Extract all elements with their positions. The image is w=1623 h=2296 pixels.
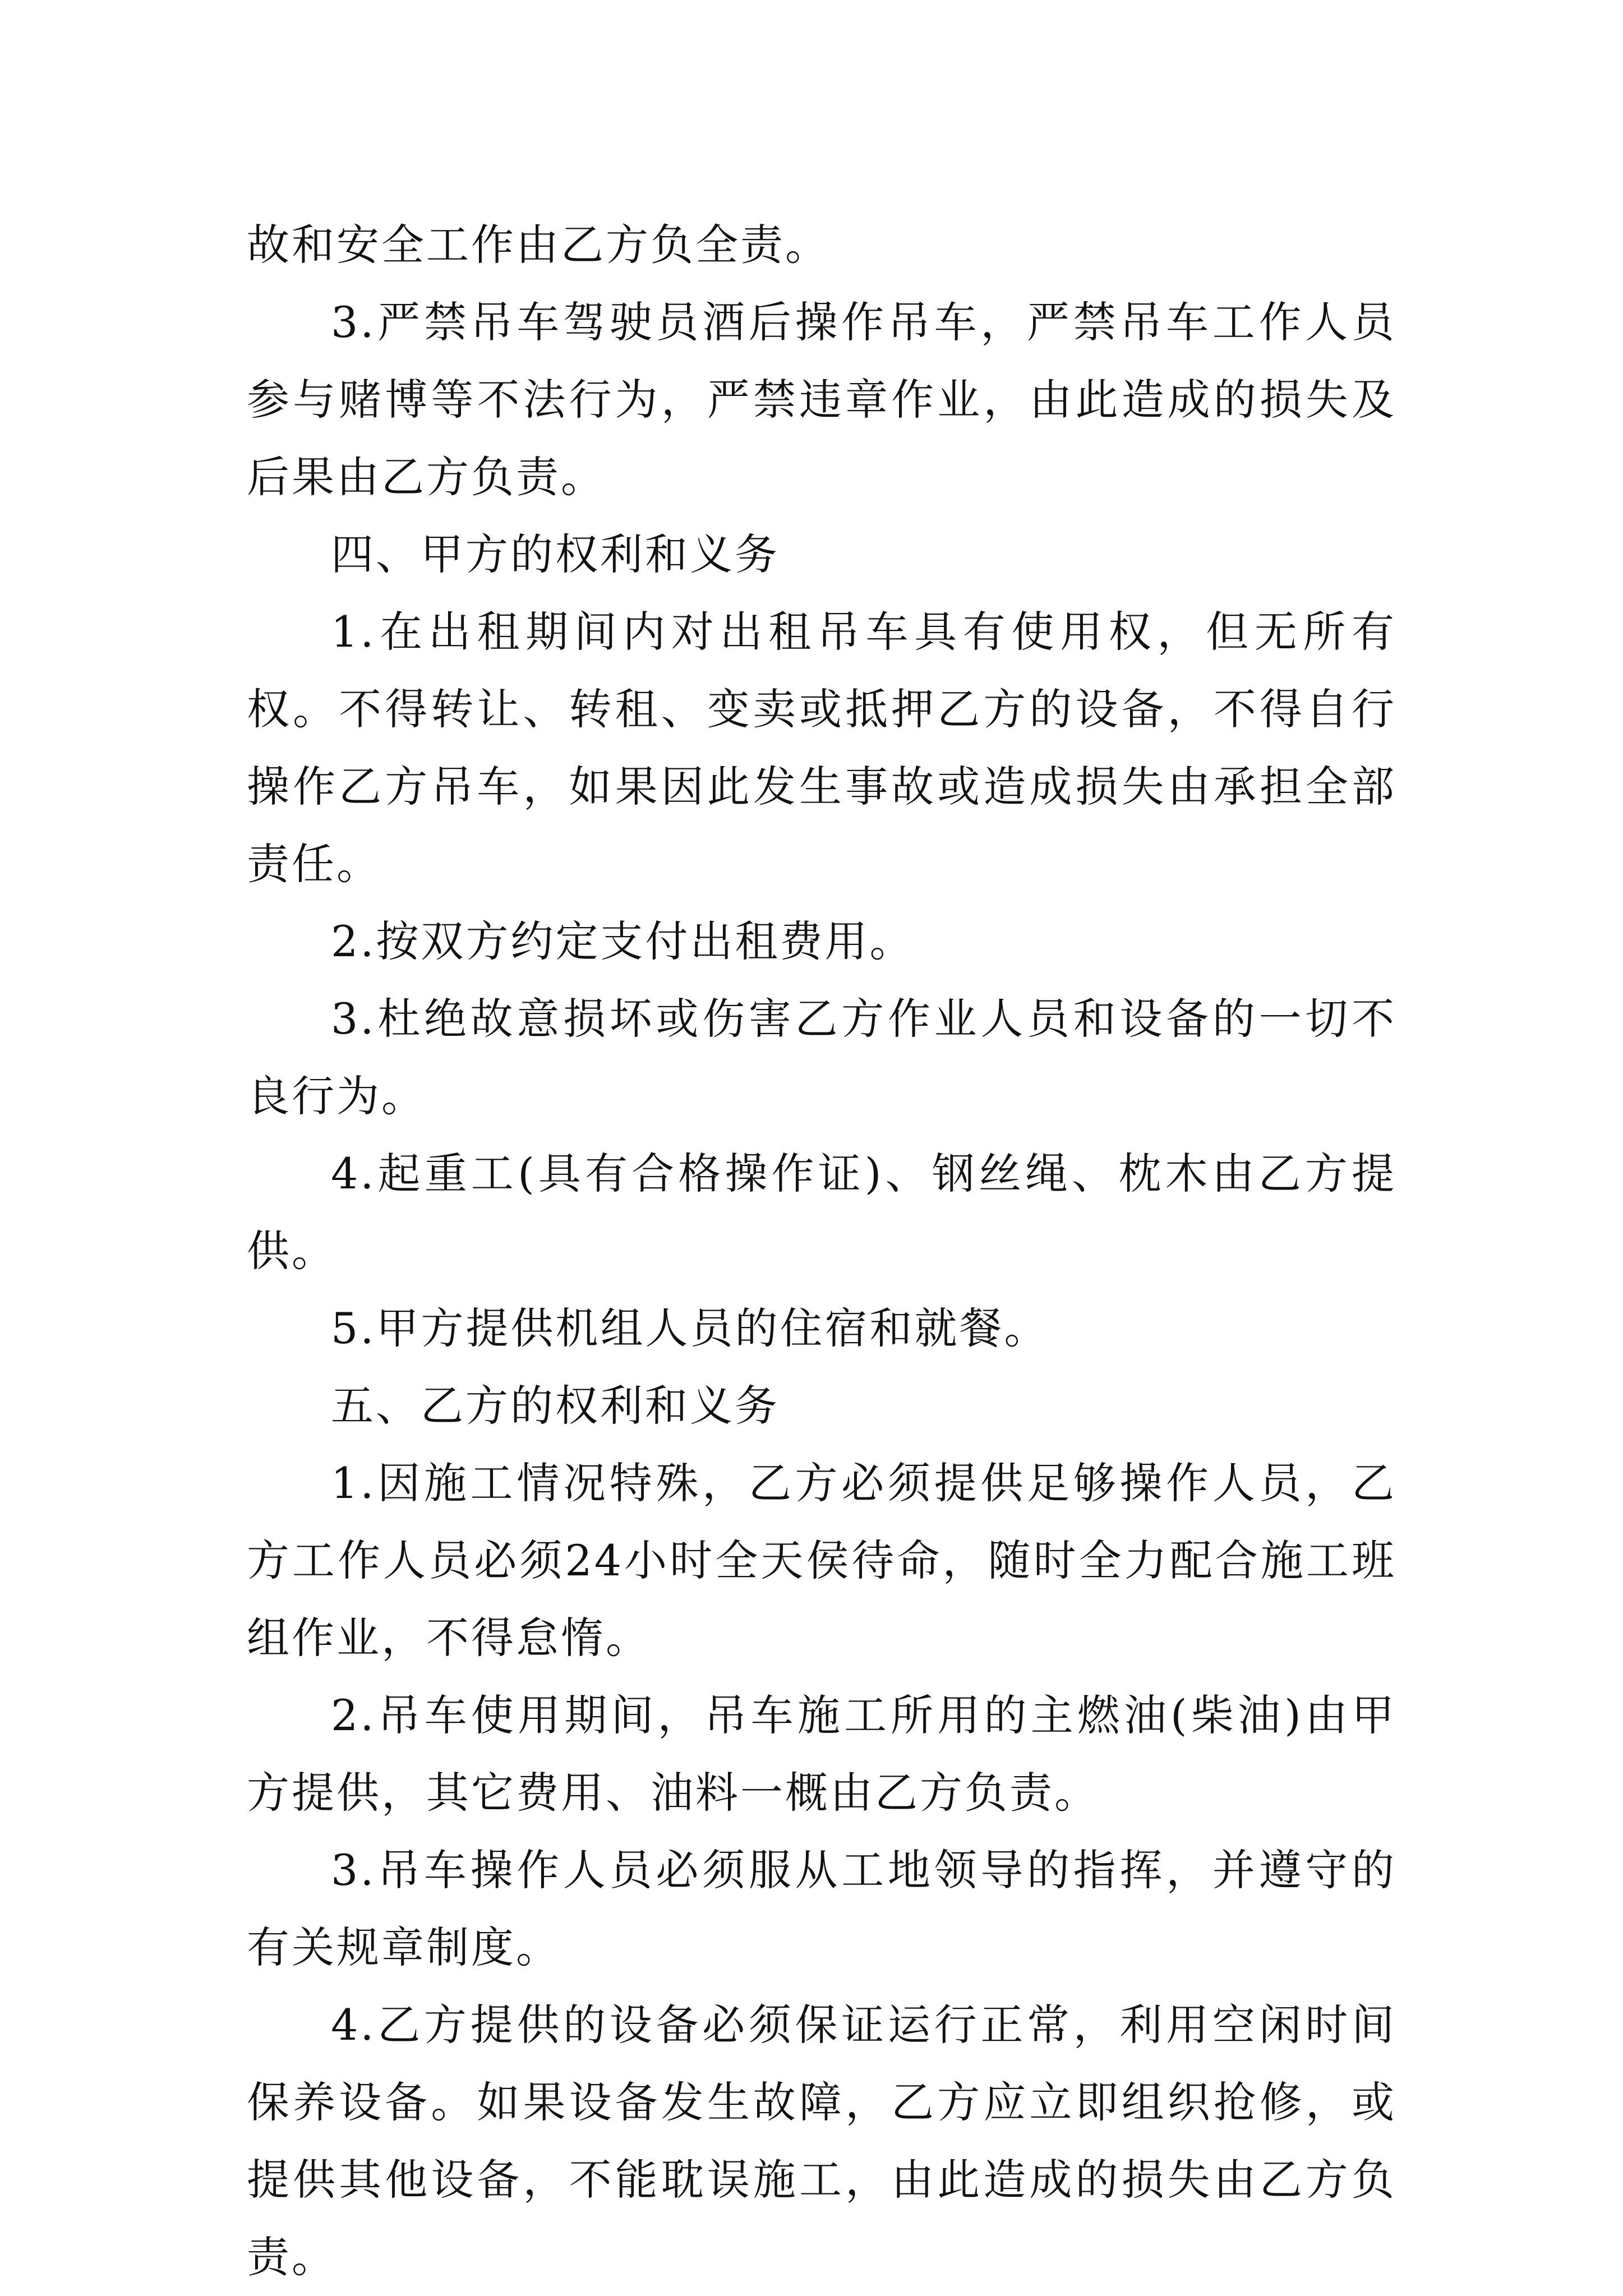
paragraph-party-b-2: 2.吊车使用期间，吊车施工所用的主燃油(柴油)由甲方提供，其它费用、油料一概由乙方负责。 [247, 1690, 1396, 1818]
paragraph-continuation: 故和安全工作由乙方负全责。 [247, 220, 830, 270]
section-heading-party-b: 五、乙方的权利和义务 [331, 1381, 780, 1431]
paragraph-party-a-2: 2.按双方约定支付出租费用。 [331, 916, 915, 966]
paragraph-party-a-1: 1.在出租期间内对出租吊车具有使用权，但无所有权。不得转让、转租、变卖或抵押乙方的设备，不得自行操作乙方吊车，如果因此发生事故或造成损失由承担全部责任。 [247, 607, 1396, 889]
paragraph-party-b-3: 3.吊车操作人员必须服从工地领导的指挥，并遵守的有关规章制度。 [247, 1845, 1396, 1972]
paragraph-party-b-4: 4.乙方提供的设备必须保证运行正常，利用空闲时间保养设备。如果设备发生故障，乙方应立即组织抢修，或提供其他设备，不能耽误施工，由此造成的损失由乙方负责。 [247, 2000, 1396, 2282]
paragraph-party-a-3: 3.杜绝故意损坏或伤害乙方作业人员和设备的一切不良行为。 [247, 994, 1396, 1121]
section-heading-party-a: 四、甲方的权利和义务 [331, 529, 780, 579]
paragraph-party-b-1: 1.因施工情况特殊，乙方必须提供足够操作人员，乙方工作人员必须24小时全天侯待命，随时全力配合施工班组作业，不得怠惰。 [247, 1458, 1396, 1663]
paragraph-party-a-5: 5.甲方提供机组人员的住宿和就餐。 [331, 1303, 1049, 1353]
paragraph-clause-3: 3.严禁吊车驾驶员酒后操作吊车，严禁吊车工作人员参与赌博等不法行为，严禁违章作业，由此造成的损失及后果由乙方负责。 [247, 297, 1396, 502]
document-body [247, 206, 1396, 2296]
paragraph-party-a-4: 4.起重工(具有合格操作证)、钢丝绳、枕木由乙方提供。 [247, 1149, 1396, 1276]
